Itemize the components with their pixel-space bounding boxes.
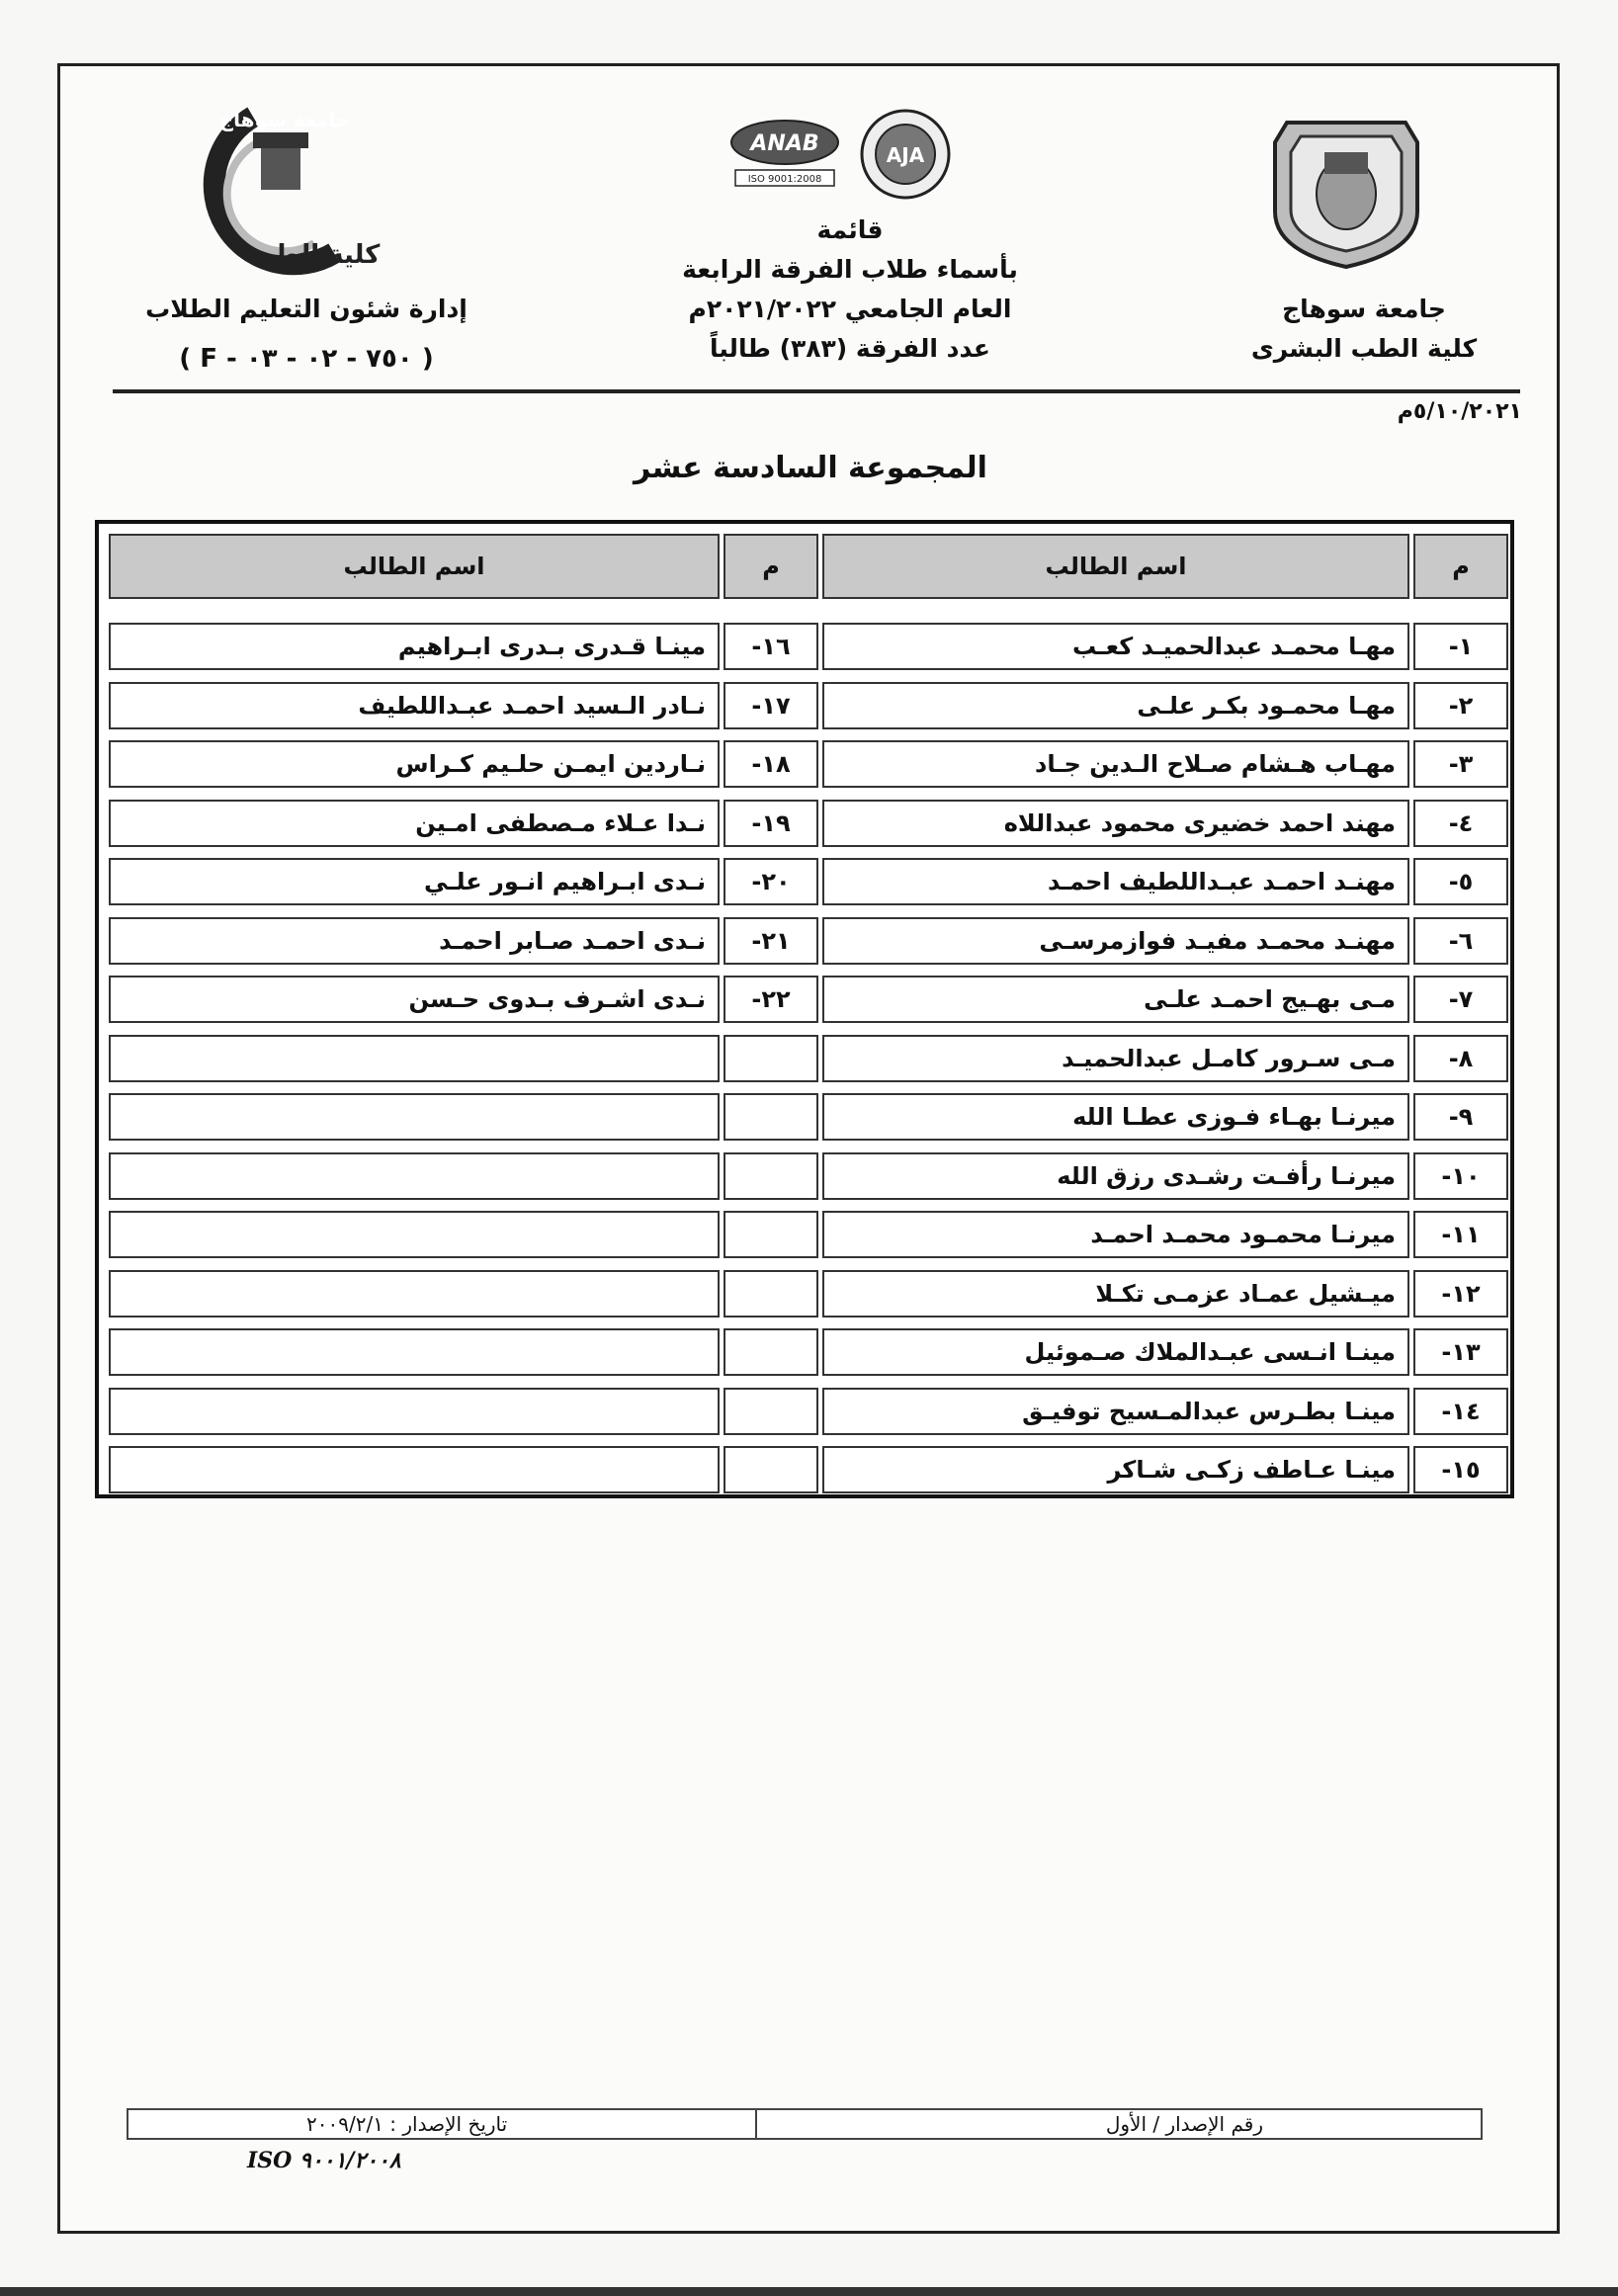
student-count: عدد الفرقة (٣٨٣) طالباً: [709, 334, 991, 363]
row-number: ٤-: [1413, 800, 1508, 847]
svg-text:ANAB: ANAB: [750, 131, 819, 156]
student-name: نـدى ابـراهيم انـور علـي: [109, 858, 720, 905]
row-number: ٩-: [1413, 1093, 1508, 1141]
empty-cell: [109, 1211, 720, 1258]
row-number: ١٨-: [724, 740, 818, 788]
header-divider: [113, 389, 1520, 393]
student-name: نـدا عـلاء مـصطفى امـين: [109, 800, 720, 847]
footer-divider: [755, 2110, 757, 2138]
row-number: ٢٢-: [724, 976, 818, 1023]
row-number: ٢١-: [724, 917, 818, 965]
svg-text:جامعة سوهاج: جامعة سوهاج: [218, 108, 351, 131]
student-name: ميرنـا رأفـت رشـدى رزق الله: [822, 1152, 1409, 1200]
header-num-right: م: [1413, 534, 1508, 599]
faculty-logo: [136, 105, 383, 283]
scan-edge: [0, 2287, 1618, 2296]
student-name: ميرنـا بهـاء فـوزى عطـا الله: [822, 1093, 1409, 1141]
row-number: ١٢-: [1413, 1270, 1508, 1318]
students-table: [95, 520, 1514, 1498]
row-number: ٥-: [1413, 858, 1508, 905]
student-name: نـادر الـسيد احمـد عبـداللطيف: [109, 682, 720, 729]
university-crest-logo: [1257, 103, 1435, 271]
iso-standard: ISO ٩٠٠١/٢٠٠٨: [247, 2148, 401, 2173]
row-number: ٢-: [1413, 682, 1508, 729]
issue-date: تاريخ الإصدار : ٢٠٠٩/٢/١: [306, 2112, 508, 2136]
empty-cell: [109, 1328, 720, 1376]
student-name: مهند احمد خضيرى محمود عبداللاه: [822, 800, 1409, 847]
row-number: ١-: [1413, 623, 1508, 670]
empty-cell: [109, 1270, 720, 1318]
row-number: ١١-: [1413, 1211, 1508, 1258]
student-name: مـى سـرور كامـل عبدالحميـد: [822, 1035, 1409, 1082]
empty-cell: [109, 1152, 720, 1200]
form-code: ( F - ٧٥٠ - ٠٢ - ٠٣ ): [179, 344, 434, 374]
student-name: مينـا عـاطف زكـى شـاكر: [822, 1446, 1409, 1493]
academic-year: العام الجامعي ٢٠٢١/٢٠٢٢م: [688, 295, 1012, 323]
student-name: نـاردين ايمـن حلـيم كـراس: [109, 740, 720, 788]
department-name: إدارة شئون التعليم الطلاب: [145, 295, 468, 323]
empty-cell: [109, 1093, 720, 1141]
group-title: المجموعة السادسة عشر: [634, 451, 987, 485]
issue-number: رقم الإصدار / الأول: [1105, 2112, 1263, 2136]
row-number: ١٣-: [1413, 1328, 1508, 1376]
empty-cell: [724, 1328, 818, 1376]
svg-text:AJA: AJA: [886, 143, 925, 167]
student-name: ميرنـا محمـود محمـد احمـد: [822, 1211, 1409, 1258]
student-name: نـدى اشـرف بـدوى حـسن: [109, 976, 720, 1023]
student-name: مهـا محمـد عبدالحميـد كعـب: [822, 623, 1409, 670]
empty-cell: [724, 1035, 818, 1082]
svg-text:ISO 9001:2008: ISO 9001:2008: [747, 174, 822, 185]
empty-cell: [109, 1388, 720, 1435]
aja-logo: [858, 107, 953, 202]
student-name: مهـا محمـود بكـر علـى: [822, 682, 1409, 729]
row-number: ١٧-: [724, 682, 818, 729]
header-name-right: اسم الطالب: [822, 534, 1409, 599]
empty-cell: [724, 1446, 818, 1493]
empty-cell: [724, 1093, 818, 1141]
list-title: قائمة: [816, 215, 884, 244]
anab-logo: [725, 117, 844, 192]
header-name-left: اسم الطالب: [109, 534, 720, 599]
row-number: ١٤-: [1413, 1388, 1508, 1435]
student-name: مهـاب هـشام صـلاح الـدين جـاد: [822, 740, 1409, 788]
student-name: مهنـد محمـد مفيـد فوازمرسـى: [822, 917, 1409, 965]
student-name: نـدى احمـد صـابر احمـد: [109, 917, 720, 965]
row-number: ٢٠-: [724, 858, 818, 905]
faculty-name: كلية الطب البشرى: [1250, 334, 1478, 363]
issue-date-top: ٥/١٠/٢٠٢١م: [1397, 399, 1522, 424]
student-name: مـى بهـيج احمـد علـى: [822, 976, 1409, 1023]
university-name: جامعة سوهاج: [1282, 295, 1446, 323]
empty-cell: [724, 1211, 818, 1258]
row-number: ١٦-: [724, 623, 818, 670]
student-name: مينـا بطـرس عبدالمـسيح توفيـق: [822, 1388, 1409, 1435]
empty-cell: [724, 1152, 818, 1200]
student-name: مينـا قـدرى بـدرى ابـراهيم: [109, 623, 720, 670]
row-number: ٧-: [1413, 976, 1508, 1023]
student-name: مينـا انـسى عبـدالملاك صـموئيل: [822, 1328, 1409, 1376]
row-number: ٣-: [1413, 740, 1508, 788]
row-number: ٦-: [1413, 917, 1508, 965]
empty-cell: [724, 1388, 818, 1435]
footer-box: [127, 2108, 1483, 2140]
row-number: ٨-: [1413, 1035, 1508, 1082]
row-number: ١٩-: [724, 800, 818, 847]
empty-cell: [109, 1035, 720, 1082]
list-subtitle-1: بأسماء طلاب الفرقة الرابعة: [682, 255, 1018, 284]
empty-cell: [109, 1446, 720, 1493]
empty-cell: [724, 1270, 818, 1318]
header-num-left: م: [724, 534, 818, 599]
student-name: مهنـد احمـد عبـداللطيف احمـد: [822, 858, 1409, 905]
svg-text:كلية الطب: كلية الطب: [248, 240, 381, 270]
row-number: ١٠-: [1413, 1152, 1508, 1200]
student-name: ميـشيل عمـاد عزمـى تكـلا: [822, 1270, 1409, 1318]
row-number: ١٥-: [1413, 1446, 1508, 1493]
